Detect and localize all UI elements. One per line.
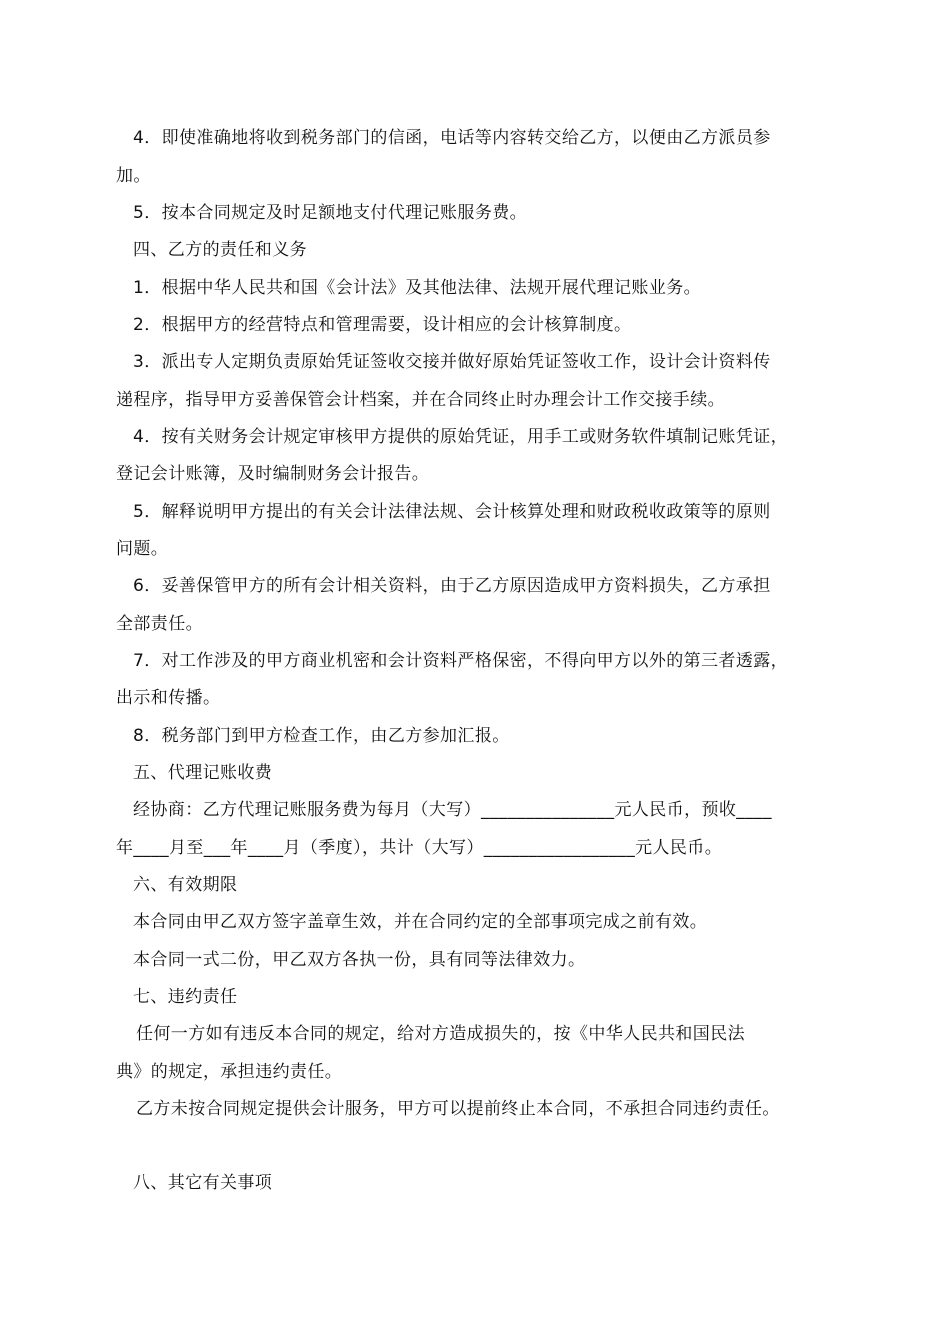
- text-line: 本合同由甲乙双方签字盖章生效，并在合同约定的全部事项完成之前有效。: [133, 912, 708, 932]
- text-line: 出示和传播。: [116, 688, 221, 708]
- text-line: 6．妥善保管甲方的所有会计相关资料，由于乙方原因造成甲方资料损失，乙方承担: [133, 576, 771, 596]
- text-line: 递程序，指导甲方妥善保管会计档案，并在合同终止时办理会计工作交接手续。: [116, 390, 725, 410]
- section-heading: 八、其它有关事项: [133, 1173, 273, 1193]
- text-line: 5．按本合同规定及时足额地支付代理记账服务费。: [133, 203, 528, 223]
- text-line: 年____月至___年____月（季度），共计（大写）_________________元人民币。: [116, 838, 723, 858]
- text-line: 1．根据中华人民共和国《会计法》及其他法律、法规开展代理记账业务。: [133, 278, 702, 298]
- text-line: 4．即使准确地将收到税务部门的信函，电话等内容转交给乙方，以便由乙方派员参: [133, 128, 771, 148]
- section-heading: 四、乙方的责任和义务: [133, 240, 307, 260]
- text-line: 2．根据甲方的经营特点和管理需要，设计相应的会计核算制度。: [133, 315, 632, 335]
- text-line: 5．解释说明甲方提出的有关会计法律法规、会计核算处理和财政税收政策等的原则: [133, 502, 771, 522]
- text-line: 全部责任。: [116, 614, 203, 634]
- section-heading: 五、代理记账收费: [133, 763, 273, 783]
- text-line: 乙方未按合同规定提供会计服务，甲方可以提前终止本合同，不承担合同违约责任。: [136, 1099, 780, 1119]
- text-line: 问题。: [116, 539, 169, 559]
- section-heading: 六、有效期限: [133, 875, 238, 895]
- text-line: 加。: [116, 166, 151, 186]
- section-heading: 七、违约责任: [133, 987, 238, 1007]
- text-line: 登记会计账簿，及时编制财务会计报告。: [116, 464, 430, 484]
- text-line: 典》的规定，承担违约责任。: [116, 1062, 343, 1082]
- text-line: 3．派出专人定期负责原始凭证签收交接并做好原始凭证签收工作，设计会计资料传: [133, 352, 771, 372]
- text-line: 任何一方如有违反本合同的规定，给对方造成损失的，按《中华人民共和国民法: [136, 1024, 745, 1044]
- text-line: 经协商：乙方代理记账服务费为每月（大写）_______________元人民币，预收____: [133, 800, 772, 820]
- text-line: 8．税务部门到甲方检查工作，由乙方参加汇报。: [133, 726, 510, 746]
- text-line: 4．按有关财务会计规定审核甲方提供的原始凭证，用手工或财务软件填制记账凭证，: [133, 427, 789, 447]
- text-line: 本合同一式二份，甲乙双方各执一份，具有同等法律效力。: [133, 950, 586, 970]
- text-line: 7．对工作涉及的甲方商业机密和会计资料严格保密，不得向甲方以外的第三者透露，: [133, 651, 789, 671]
